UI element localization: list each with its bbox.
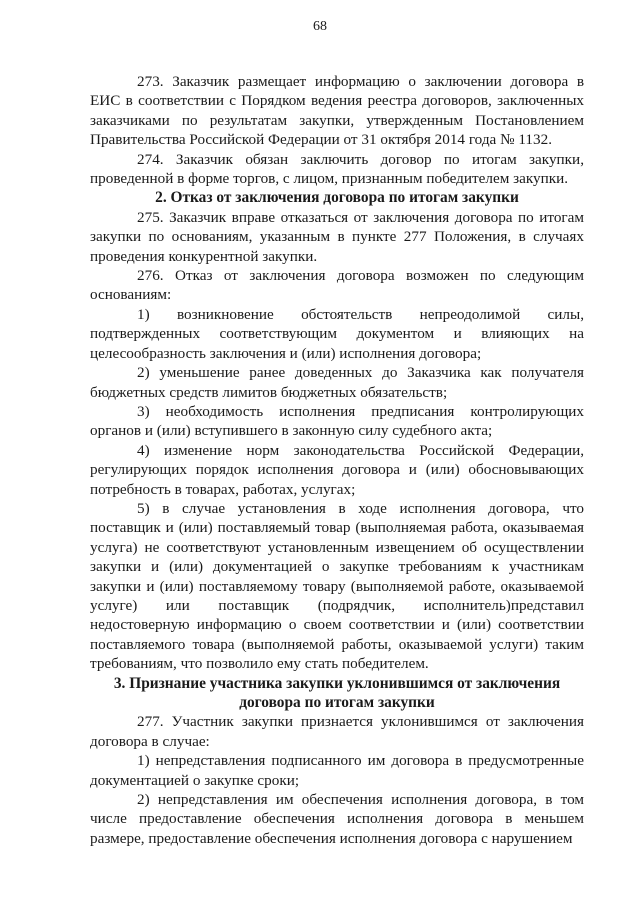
document-body: [90, 72, 584, 848]
section-2-heading: 2. Отказ от заключения договора по итогам закупки: [155, 189, 519, 207]
section-3-heading: 3. Признание участника закупки уклонившимся от заключения договора по итогам закупки: [113, 674, 561, 711]
list-item-277-2: 2) непредставления им обеспечения исполнения договора, в том числе предоставление обеспечения исполнения договора в меньшем размере, предоставление обеспечения исполнения договора с нарушением: [90, 791, 584, 847]
list-item-276-2: 2) уменьшение ранее доведенных до Заказчика как получателя бюджетных средств лимитов бюджетных обязательств;: [90, 364, 584, 401]
list-item-277-1: 1) непредставления подписанного им договора в предусмотренные документацией о закупке сроки;: [90, 752, 584, 789]
list-item-276-4: 4) изменение норм законодательства Российской Федерации, регулирующих порядок исполнения договора и (или) обосновывающих потребность в товарах, работах, услугах;: [90, 441, 584, 498]
paragraph-274: 274. Заказчик обязан заключить договор по итогам закупки, проведенной в форме торгов, с лицом, признанным победителем закупки.: [90, 150, 584, 188]
paragraph-273: 273. Заказчик размещает информацию о заключении договора в ЕИС в соответствии с Порядком ведения реестра договоров, заключенных заказчиками по результатам закупки, утвержденным Постановлением Правительства Российской Федерации от 31 октября 2014 года № 1132.: [90, 73, 584, 149]
list-item-276-3: 3) необходимость исполнения предписания контролирующих органов и (или) вступившего в законную силу судебного акта;: [90, 402, 584, 440]
paragraph-275: 275. Заказчик вправе отказаться от заключения договора по итогам закупки по основаниям, указанным в пункте 277 Положения, в случаях проведения конкурентной закупки.: [90, 208, 584, 265]
paragraph-276: 276. Отказ от заключения договора возможен по следующим основаниям:: [90, 267, 584, 304]
list-item-276-5: 5) в случае установления в ходе исполнения договора, что поставщик и (или) поставляемый товар (выполняемая работа, оказываемая услуга) не соответствуют установленным извещением об осуществлении закупки и (или) документацией о закупке требованиям к участникам закупки и (или) поставляемому товару (выполняемой работе, оказываемой услуге) или поставщик (подрядчик, исполнитель)представил недостоверную информацию о своем соответствии и (или) соответствии поставляемого товара (выполняемой работы, оказываемой услуги) таким требованиям, что позволило ему стать победителем.: [90, 499, 584, 673]
list-item-276-1: 1) возникновение обстоятельств непреодолимой силы, подтвержденных соответствующим документом и влияющих на целесообразность заключения и (или) исполнения договора;: [90, 305, 584, 362]
paragraph-277: 277. Участник закупки признается уклонившимся от заключения договора в случае:: [90, 713, 584, 750]
page-number: 68: [313, 19, 327, 34]
